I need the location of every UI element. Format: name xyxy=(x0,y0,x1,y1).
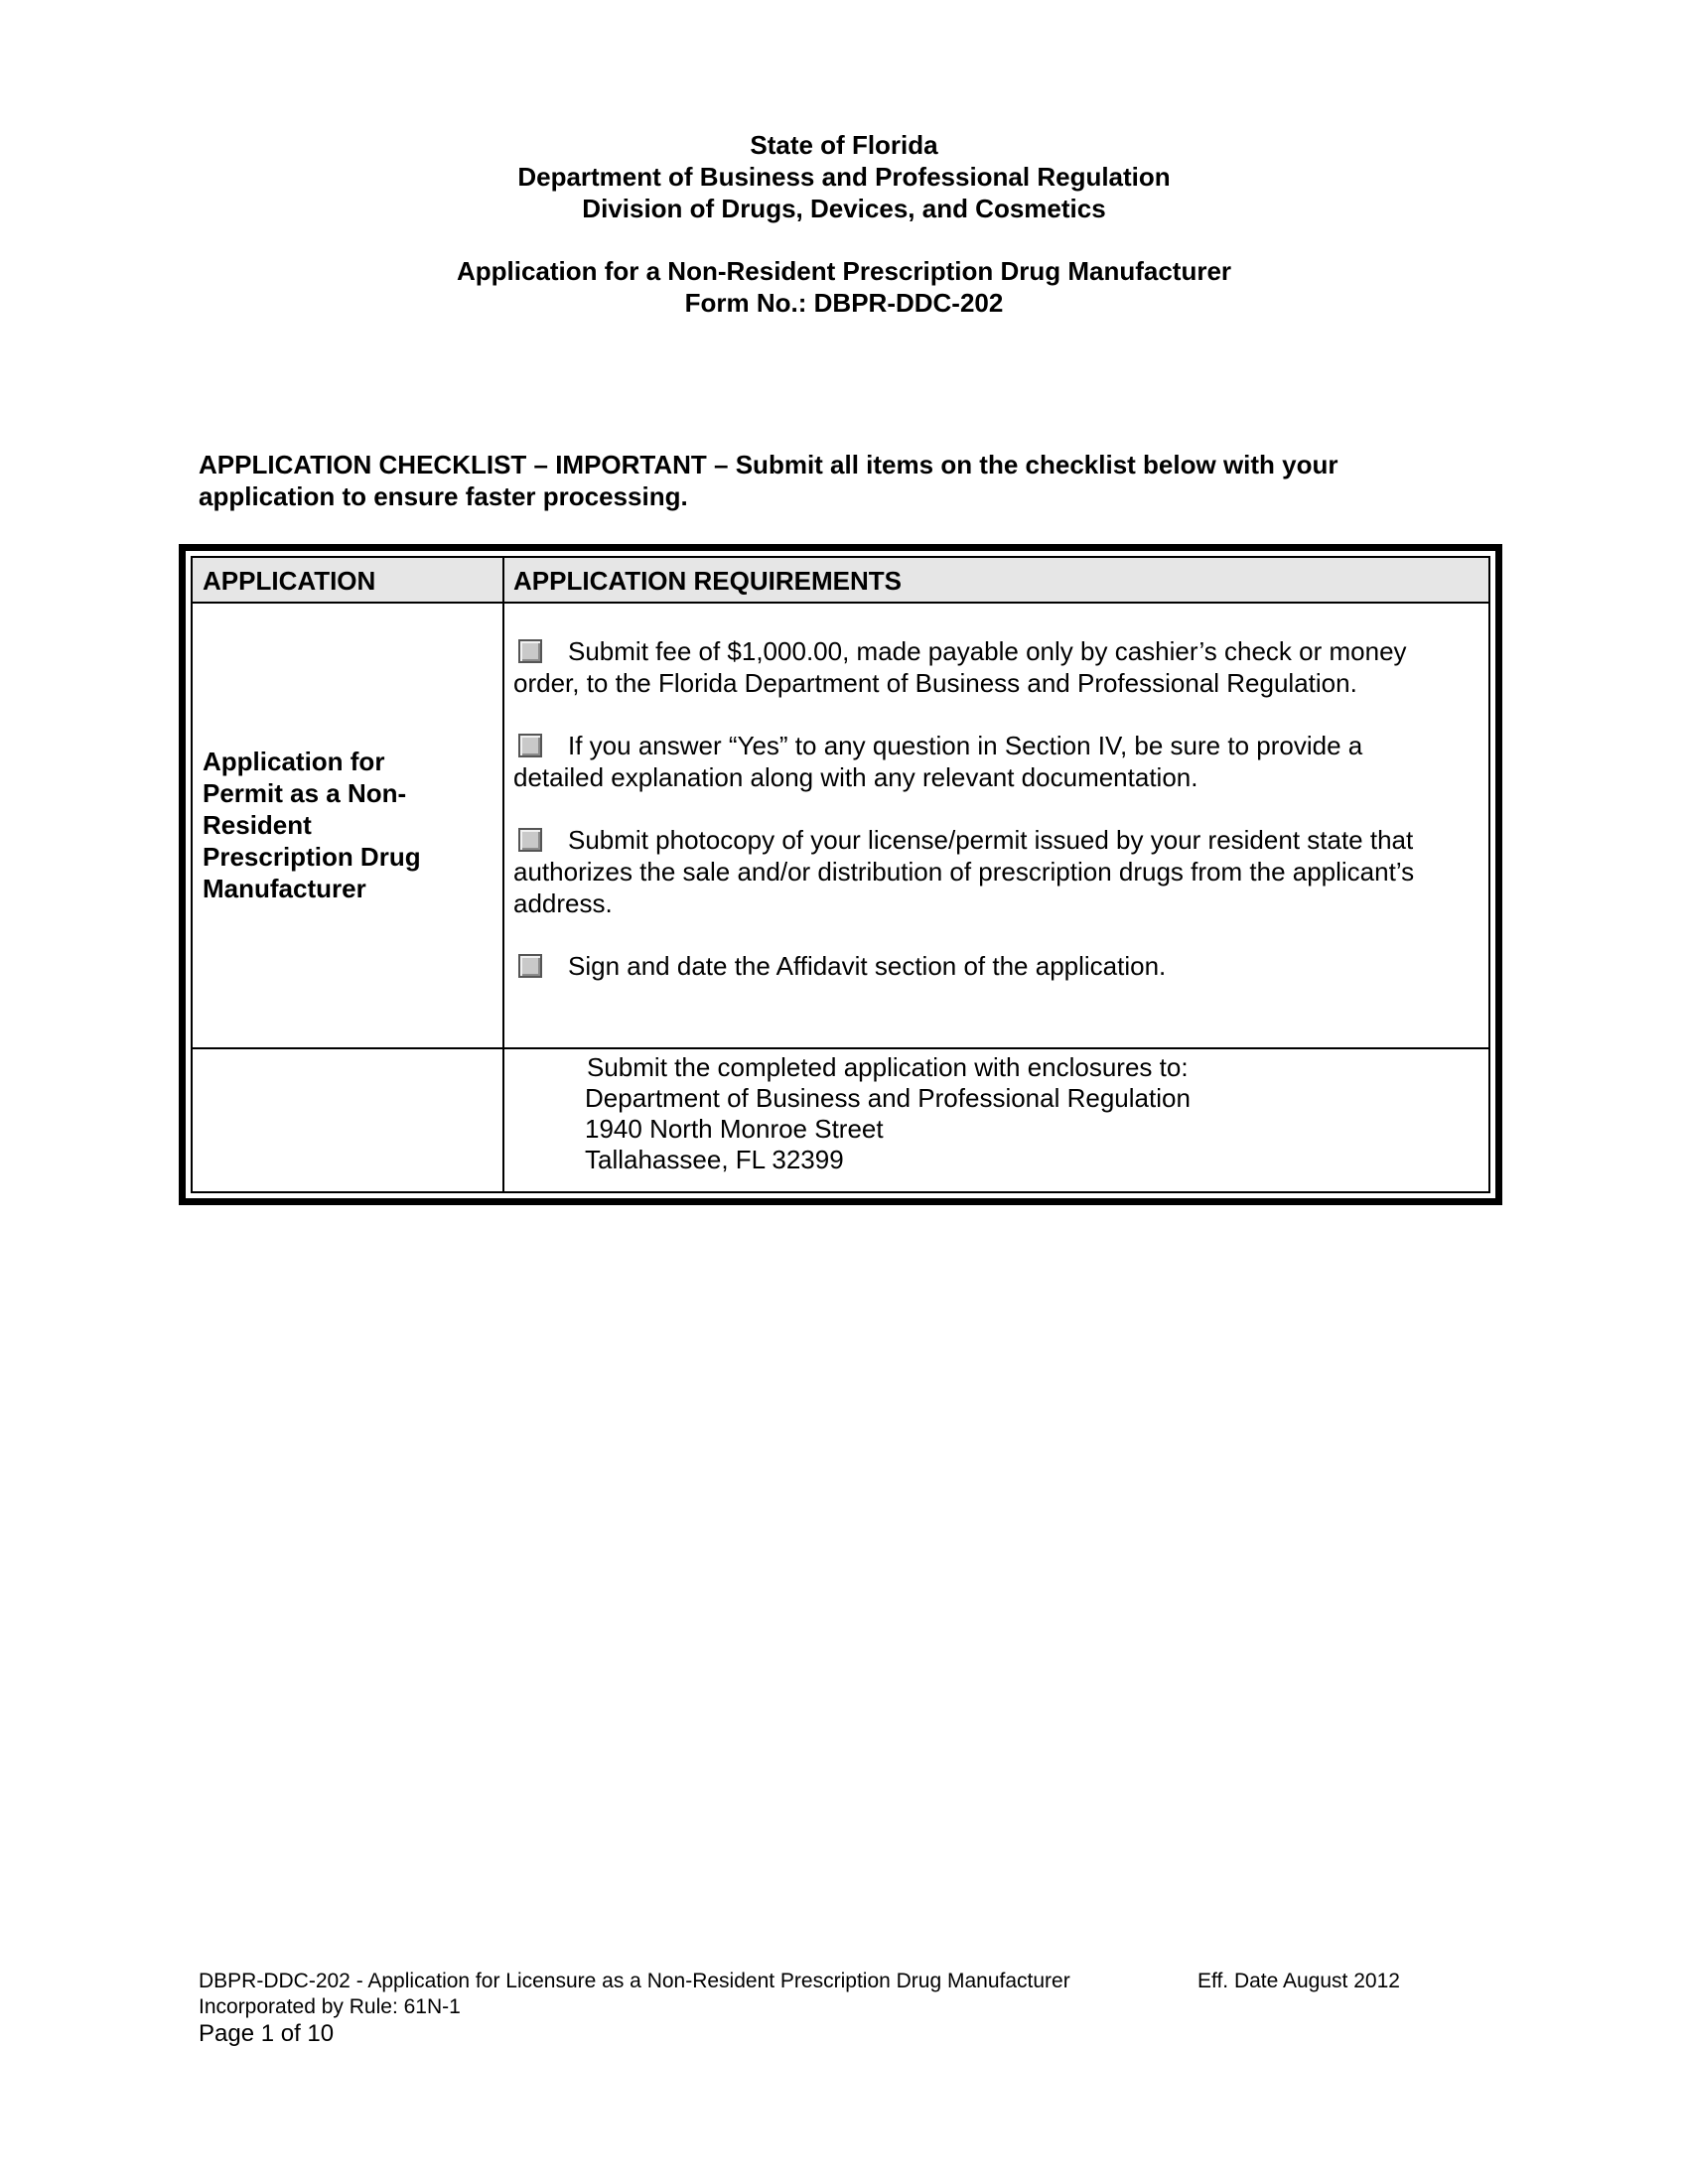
requirement-text: order, to the Florida Department of Business and Professional Regulation. xyxy=(513,668,1357,698)
requirement-affidavit xyxy=(513,950,1506,982)
division-name: Division of Drugs, Devices, and Cosmetics xyxy=(582,194,1106,223)
form-header xyxy=(0,129,1688,319)
checklist-table-inner xyxy=(191,556,1490,1193)
requirement-text: Submit fee of $1,000.00, made payable only by cashier’s check or money xyxy=(568,636,1407,666)
checklist-intro-line: application to ensure faster processing. xyxy=(199,481,688,511)
mailing-org: Department of Business and Professional Regulation xyxy=(585,1083,1191,1113)
requirement-text: Sign and date the Affidavit section of the application. xyxy=(568,951,1167,981)
requirement-text: authorizes the sale and/or distribution of prescription drugs from the applicant’s xyxy=(513,857,1415,887)
requirements-column-header: APPLICATION REQUIREMENTS xyxy=(513,566,902,596)
page-footer xyxy=(199,1969,1489,2048)
requirement-license-copy xyxy=(513,824,1506,919)
checklist-intro xyxy=(199,449,1489,512)
requirement-text: detailed explanation along with any relevant documentation. xyxy=(513,762,1198,792)
application-type-line: Application for xyxy=(203,747,385,776)
requirement-explanation xyxy=(513,730,1506,793)
affidavit-checkbox[interactable] xyxy=(518,954,542,978)
footer-rule: Incorporated by Rule: 61N-1 xyxy=(199,1995,461,2018)
state-name: State of Florida xyxy=(750,130,938,160)
form-number: Form No.: DBPR-DDC-202 xyxy=(684,288,1004,318)
license-copy-checkbox[interactable] xyxy=(518,828,542,852)
requirement-text: address. xyxy=(513,888,613,918)
mailing-intro: Submit the completed application with enclosures to: xyxy=(587,1052,1189,1082)
checklist-table xyxy=(179,544,1502,1205)
footer-form-description: DBPR-DDC-202 - Application for Licensure as a Non-Resident Prescription Drug Manufacturer xyxy=(199,1970,1070,1992)
page-number: Page 1 of 10 xyxy=(199,2020,335,2047)
form-title: Application for a Non-Resident Prescription Drug Manufacturer xyxy=(456,256,1232,286)
mailing-city: Tallahassee, FL 32399 xyxy=(585,1145,844,1174)
mailing-address xyxy=(585,1052,1478,1175)
column-divider xyxy=(502,558,504,1191)
application-type-line: Manufacturer xyxy=(203,874,366,903)
mailing-street: 1940 North Monroe Street xyxy=(585,1114,884,1144)
footer-effective-date: Eff. Date August 2012 xyxy=(1197,1970,1400,1992)
checklist-intro-line: APPLICATION CHECKLIST – IMPORTANT – Submit all items on the checklist below with your xyxy=(199,450,1338,479)
department-name: Department of Business and Professional Regulation xyxy=(517,162,1171,192)
requirement-fee xyxy=(513,635,1506,699)
explanation-checkbox[interactable] xyxy=(518,734,542,757)
application-column-header: APPLICATION xyxy=(203,566,376,596)
application-type-line: Prescription Drug xyxy=(203,842,421,872)
application-type-line: Permit as a Non- xyxy=(203,778,407,808)
row-divider xyxy=(193,1047,1488,1049)
application-type-label xyxy=(203,746,491,904)
table-header-row xyxy=(193,558,1488,604)
fee-checkbox[interactable] xyxy=(518,639,542,663)
requirement-text: If you answer “Yes” to any question in Section IV, be sure to provide a xyxy=(568,731,1363,760)
application-type-line: Resident xyxy=(203,810,312,840)
requirement-text: Submit photocopy of your license/permit issued by your resident state that xyxy=(568,825,1414,855)
